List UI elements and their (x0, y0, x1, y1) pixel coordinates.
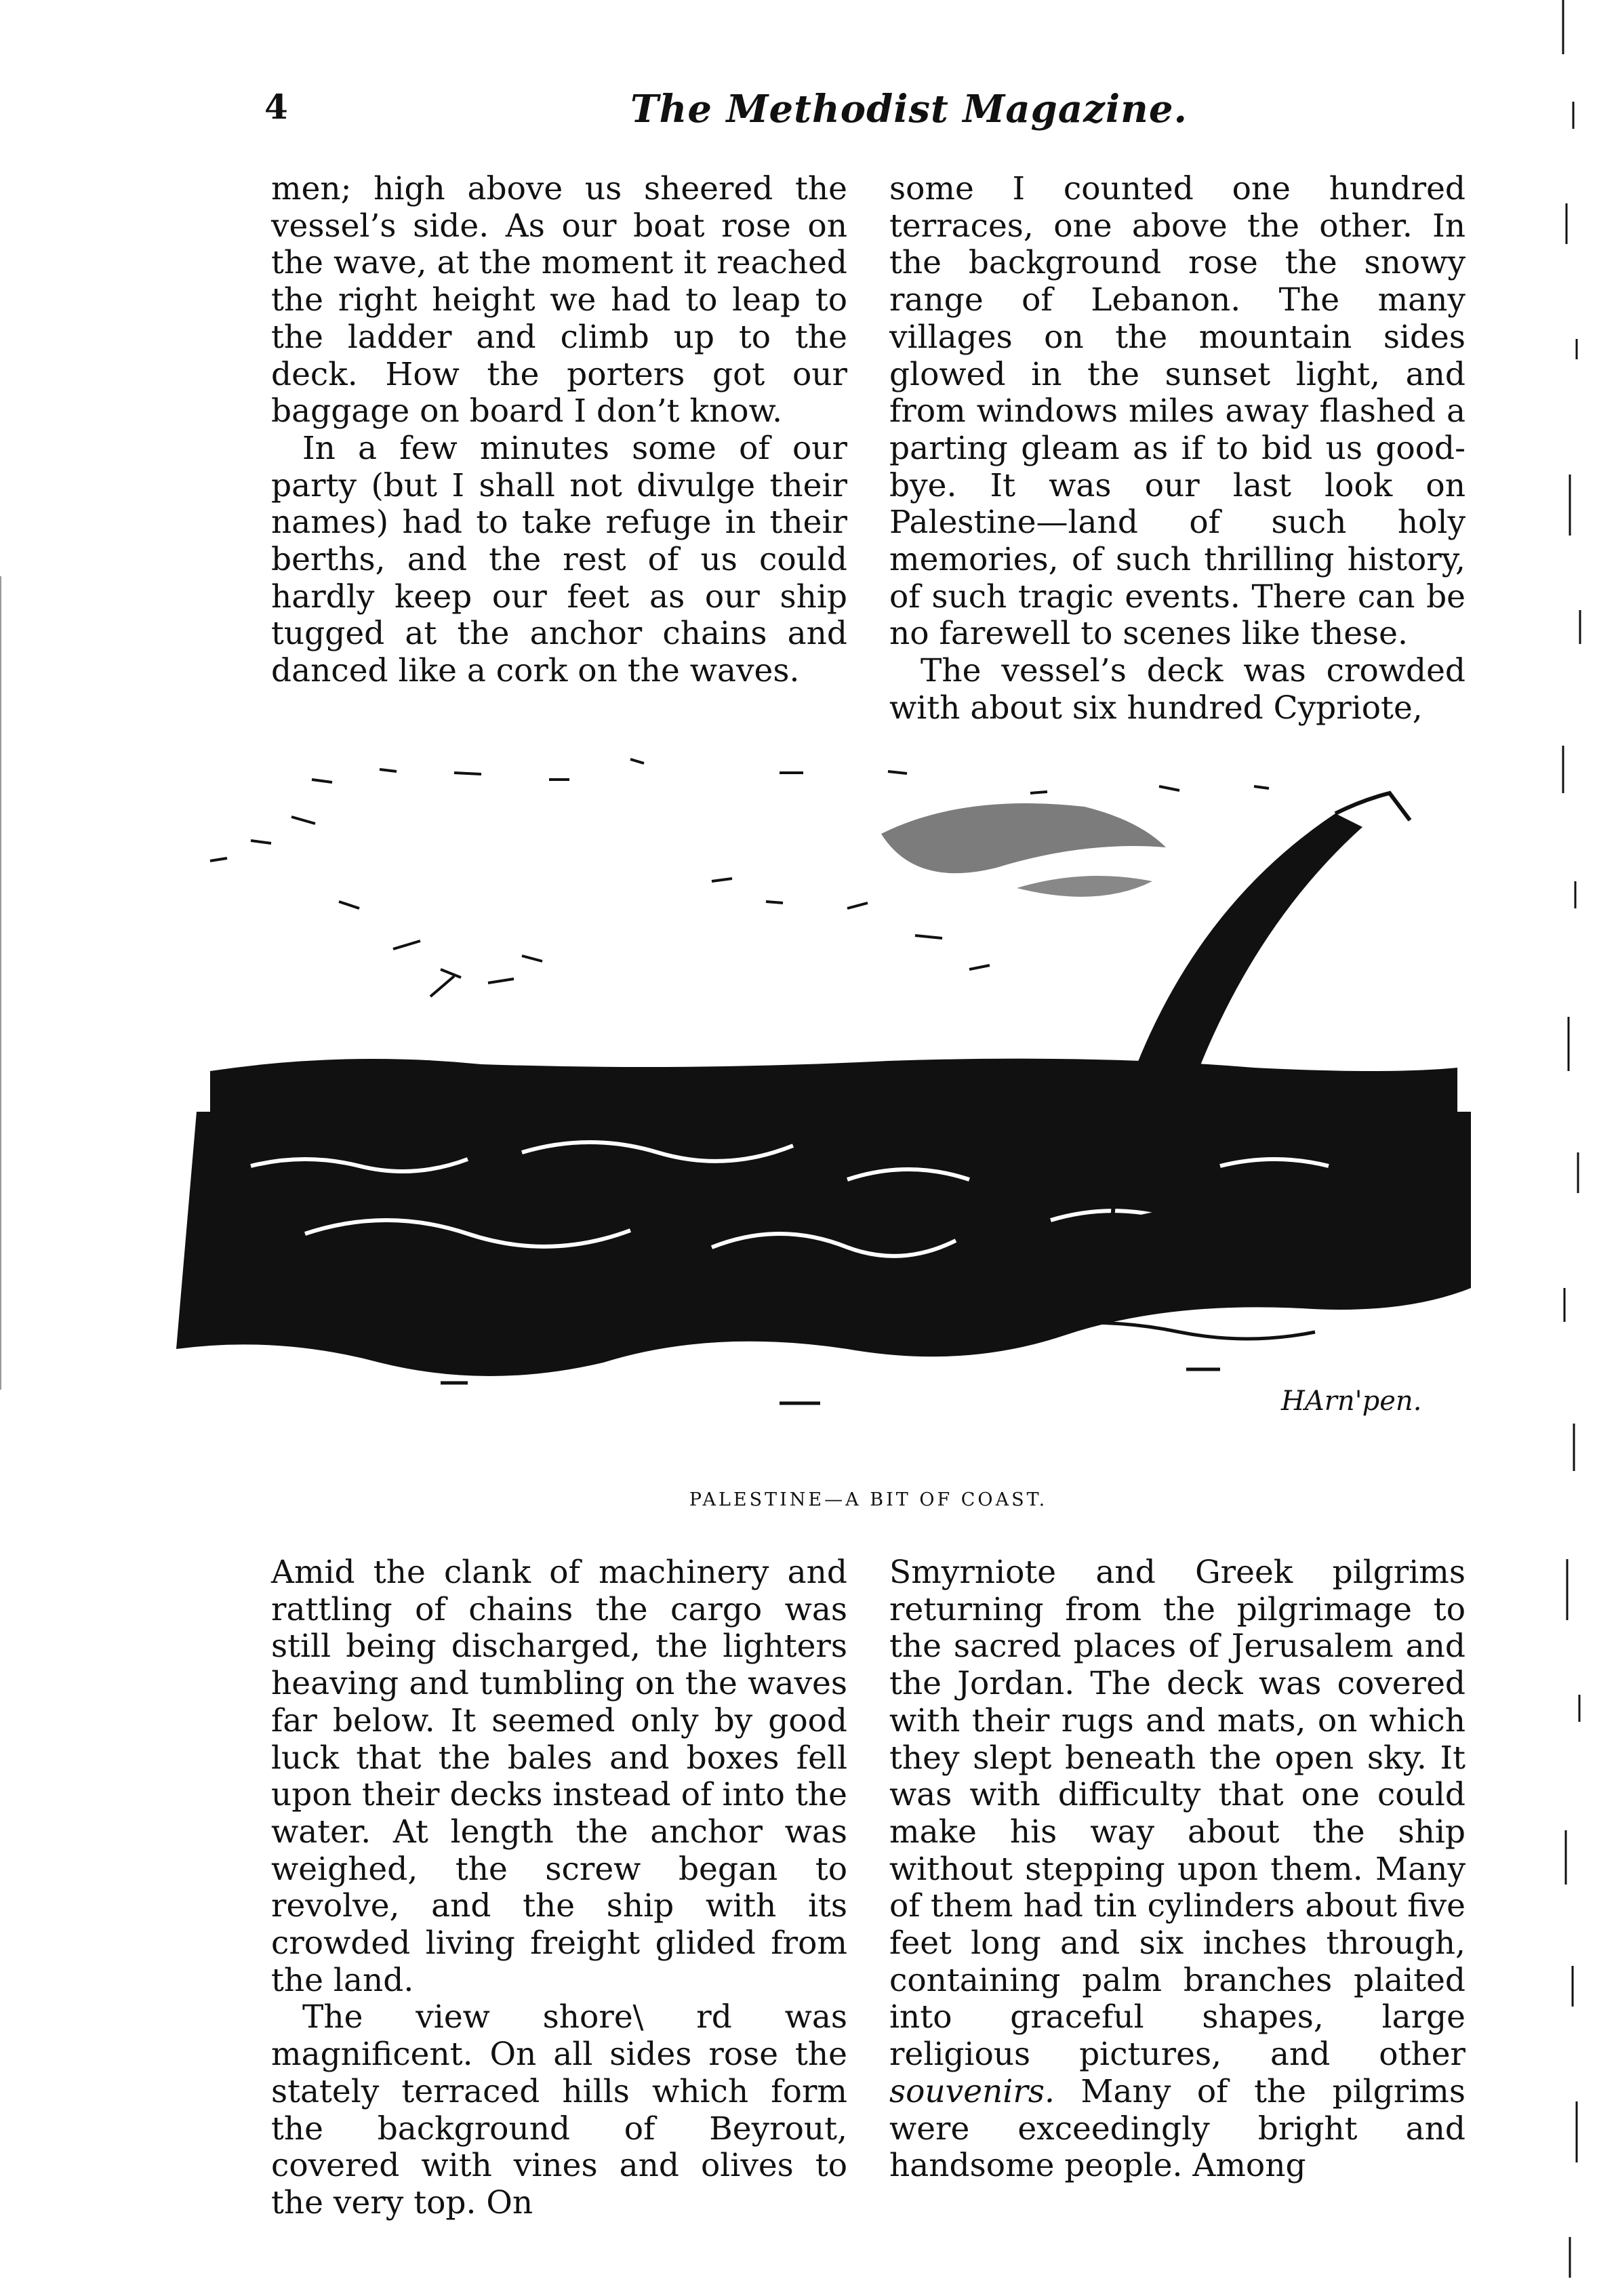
paragraph: some I counted one hundred terraces, one above the other. In the background rose the snowy range of Lebanon. The many villages on the mountain sides glowed in the sunset light, and from windows miles away flashed a parting gleam as if to bid us good-bye. It was our last look on Palestine—land of such holy memories, of such thrilling history, of such tragic events. There can be no farewell to scenes like these. (889, 170, 1465, 653)
figure-caption: PALESTINE—A BIT OF COAST. (689, 1489, 1048, 1510)
paragraph: In a few minutes some of our party (but I shall not divulge their names) had to take refuge in their berths, and the rest of us could hardly keep our feet as our ship tugged at the anchor chains and danced like a cork on the waves. (271, 429, 847, 690)
paragraph: The vessel’s deck was crowded with about six hundred Cypriote, (889, 652, 1465, 727)
illustration-coast (169, 732, 1498, 1502)
cloud-stipple (549, 803, 1166, 1089)
text-run: Smyrniote and Greek pilgrims returning from the pilgrimage to the sacred places of Jerusalem and the Jordan. The deck was covered with their rugs and mats, on which they slept beneath the open sky. It was with difficulty that one could make his way about the ship without stepping upon them. Many of them had tin cylinders about five feet long and six inches through, containing palm branches plaited into graceful shapes, large religious pictures, and other (889, 1554, 1465, 2074)
engraving-seascape (169, 732, 1498, 1502)
page-number: 4 (264, 87, 288, 127)
column-top-left (271, 171, 847, 690)
column-bottom-right (889, 1554, 1465, 2185)
running-title: The Methodist Magazine. (630, 87, 1188, 132)
paragraph: Amid the clank of machinery and rattling of chains the cargo was still being discharged, the lighters heaving and tumbling on the waves far below. It seemed only by good luck that the bales and boxes fell upon their decks instead of into the water. At length the anchor was weighed, the screw began to revolve, and the ship with its crowded living freight glided from the land. (271, 1554, 847, 1999)
scan-left-edge (0, 576, 7, 1390)
text-run: Many of the pilgrims were exceedingly bright and handsome people. Among (889, 2072, 1465, 2185)
italic-word: souvenirs. (889, 2072, 1055, 2110)
paragraph (889, 1554, 1465, 2185)
paragraph: The view shore\ rd was magnificent. On all sides rose the stately terraced hills which form the background of Beyrout, covered with vines and olives to the very top. On (271, 1998, 847, 2221)
scan-edge-speckle (1550, 0, 1597, 2296)
running-header (264, 87, 1484, 148)
column-bottom-left (271, 1554, 847, 2222)
distant-coast (210, 1059, 1457, 1112)
artist-signature: HArn'pen. (1281, 1386, 1422, 1417)
column-top-right (889, 171, 1465, 727)
paragraph: men; high above us sheered the vessel’s side. As our boat rose on the wave, at the moment it reached the right height we had to leap to the ladder and climb up to the deck. How the porters got our baggage on board I don’t know. (271, 170, 847, 430)
